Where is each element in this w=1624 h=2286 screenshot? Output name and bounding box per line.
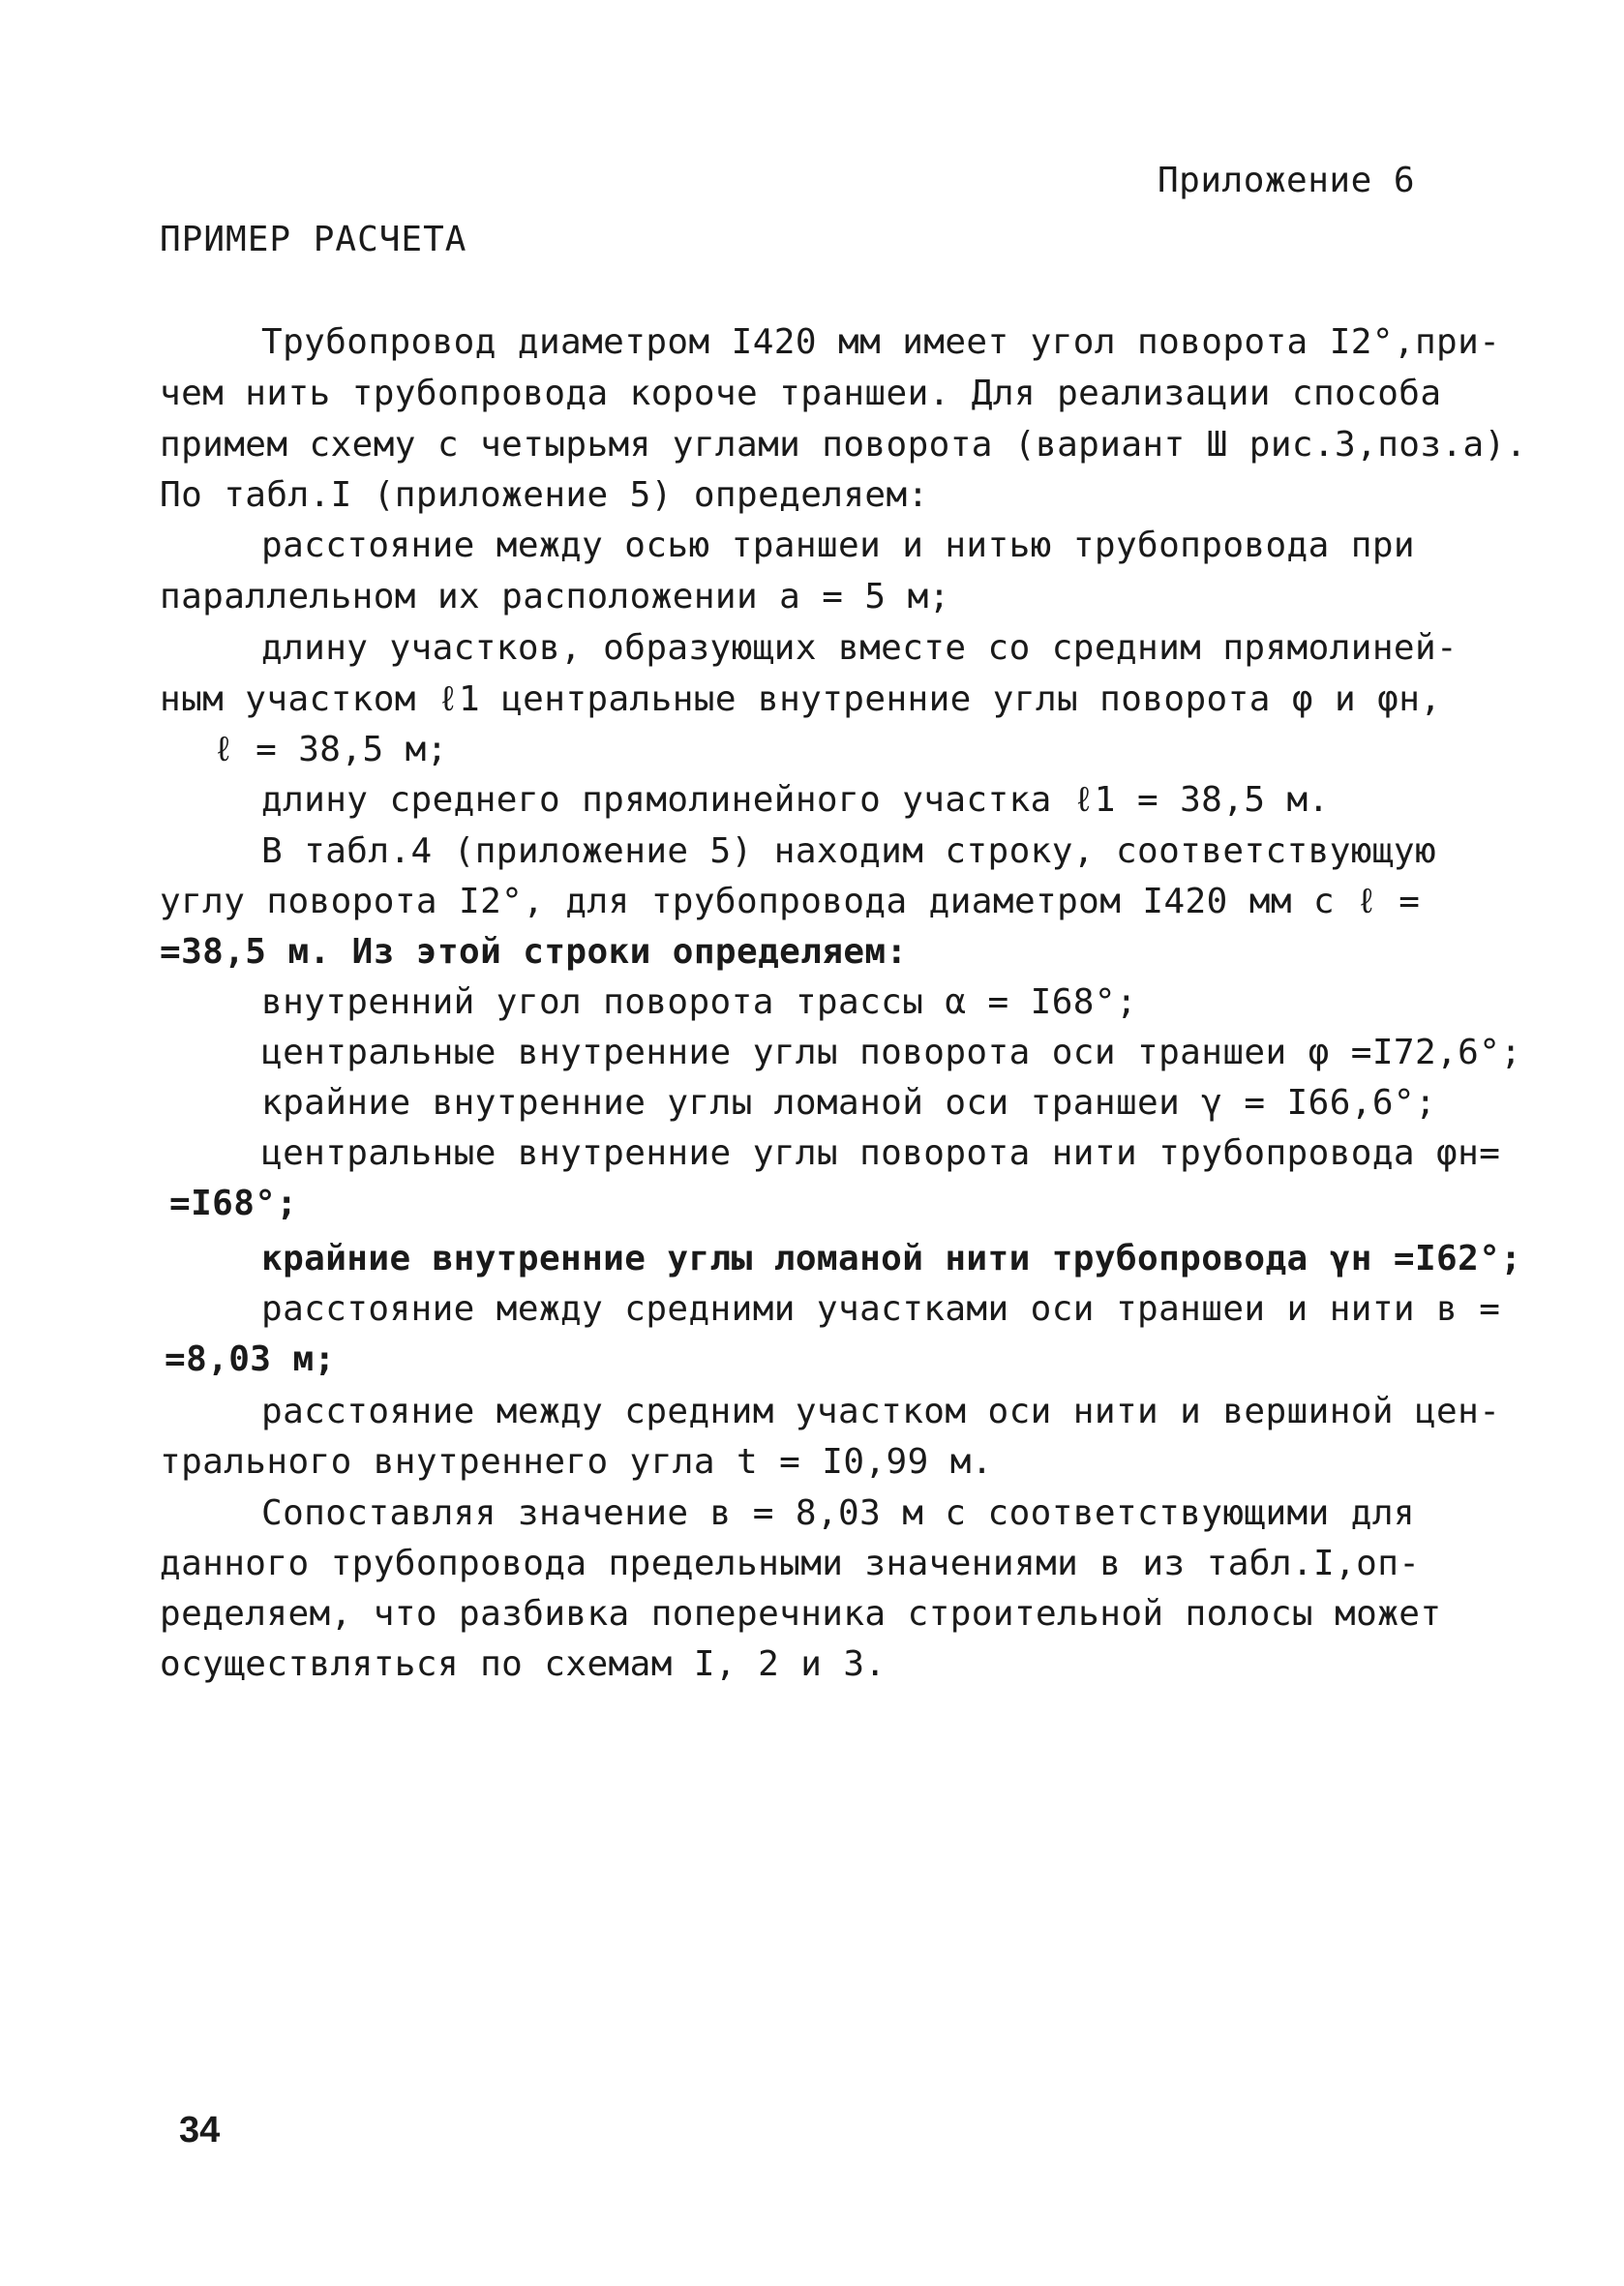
text-line: примем схему с четырьмя углами поворота (вариант Ш рис.3,поз.а).: [160, 425, 1527, 465]
text-line: длину участков, образующих вместе со средним прямолиней-: [261, 628, 1459, 668]
text-line: центральные внутренние углы поворота оси траншеи φ =I72,6°;: [261, 1033, 1522, 1072]
text-line: параллельном их расположении a = 5 м;: [160, 577, 950, 617]
text-line: длину среднего прямолинейного участка ℓ1 = 38,5 м.: [261, 780, 1330, 820]
text-line: =I68°;: [169, 1184, 298, 1223]
page-title: ПРИМЕР РАСЧЕТА: [160, 220, 467, 259]
text-line: углу поворота I2°, для трубопровода диаметром I420 мм с ℓ =: [160, 882, 1421, 921]
text-line: осуществляться по схемам I, 2 и 3.: [160, 1644, 887, 1684]
text-line: внутренний угол поворота трассы α = I68°;: [261, 982, 1138, 1022]
text-line: трального внутреннего угла t = I0,99 м.: [160, 1442, 993, 1482]
text-line: =8,03 м;: [165, 1339, 336, 1379]
text-line: крайние внутренние углы ломаной оси траншеи γ = I66,6°;: [261, 1083, 1437, 1123]
text-line: =38,5 м. Из этой строки определяем:: [160, 932, 908, 972]
text-line: ределяем, что разбивка поперечника строительной полосы может: [160, 1594, 1442, 1634]
text-line: расстояние между средним участком оси нити и вершиной цен-: [261, 1392, 1501, 1431]
text-line: чем нить трубопровода короче траншеи. Для реализации способа: [160, 374, 1442, 413]
text-line: расстояние между средними участками оси траншеи и нити в =: [261, 1289, 1501, 1329]
text-line: В табл.4 (приложение 5) находим строку, соответствующую: [261, 831, 1437, 871]
text-line: расстояние между осью траншеи и нитью трубопровода при: [261, 526, 1415, 565]
text-line: ным участком ℓ1 центральные внутренние углы поворота φ и φн,: [160, 679, 1442, 719]
text-line: данного трубопровода предельными значениями в из табл.I,оп-: [160, 1544, 1421, 1583]
text-line: ℓ = 38,5 м;: [213, 730, 448, 769]
appendix-label: Приложение 6: [1158, 161, 1416, 200]
text-line: По табл.I (приложение 5) определяем:: [160, 475, 929, 515]
text-line: Трубопровод диаметром I420 мм имеет угол поворота I2°,при-: [261, 322, 1501, 362]
page-number: 34: [179, 2110, 221, 2151]
text-line: Сопоставляя значение в = 8,03 м с соответствующими для: [261, 1493, 1415, 1533]
text-line: центральные внутренние углы поворота нити трубопровода φн=: [261, 1133, 1501, 1173]
text-line: крайние внутренние углы ломаной нити трубопровода γн =I62°;: [261, 1239, 1522, 1278]
